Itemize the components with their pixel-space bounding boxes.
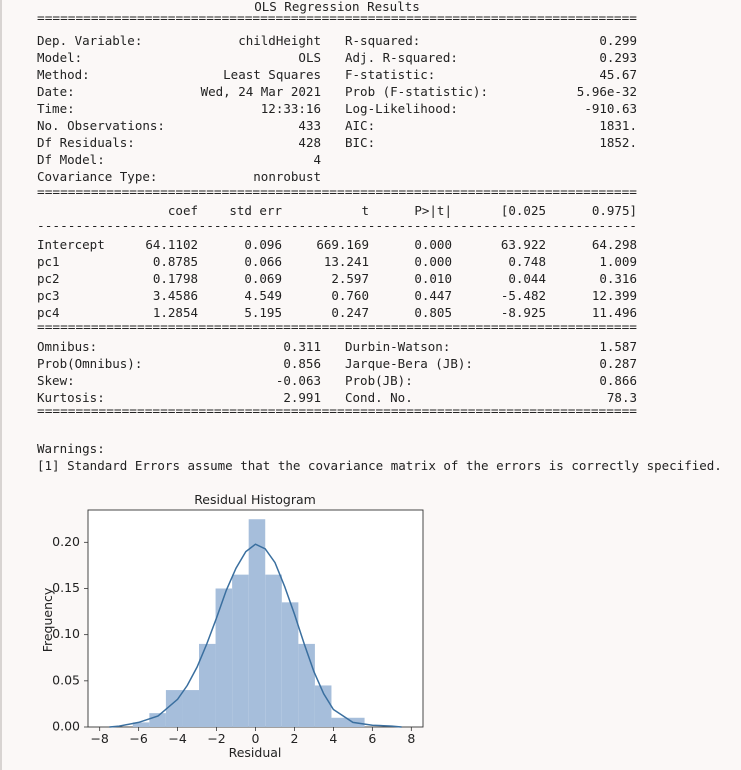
info-value: Wed, 24 Mar 2021 [200, 84, 321, 99]
info-value: Least Squares [223, 67, 321, 82]
info-label: Covariance Type: [37, 169, 158, 184]
x-tick-label: −8 [90, 731, 109, 746]
info-value: 433 [298, 118, 321, 133]
coef-value: -8.925 [500, 305, 546, 320]
coef-header: coef [167, 203, 198, 218]
info-label: Date: [37, 84, 75, 99]
diag-label: Skew: [37, 373, 75, 388]
y-axis [52, 534, 88, 734]
x-axis [90, 727, 415, 746]
info-value: nonrobust [253, 169, 321, 184]
rule-single: ------------------------------------------------------------------------------ [37, 218, 637, 233]
diag-value: 2.991 [283, 390, 321, 405]
histogram-bar [216, 588, 233, 727]
coef-value: 2.597 [331, 271, 369, 286]
info-label: Df Residuals: [37, 135, 135, 150]
diag-label: Kurtosis: [37, 390, 105, 405]
diag-label: Omnibus: [37, 339, 98, 354]
x-tick-label: 2 [290, 731, 299, 746]
info-label: Method: [37, 67, 90, 82]
stat-value: 5.96e-32 [576, 84, 637, 99]
coef-value: 13.241 [323, 254, 369, 269]
coef-value: 63.922 [500, 237, 546, 252]
diag-value: 78.3 [606, 390, 637, 405]
coef-header: [0.025 [500, 203, 546, 218]
coef-value: 669.169 [316, 237, 369, 252]
chart-title: Residual Histogram [194, 492, 316, 507]
rule-double: ============================================================================== [37, 184, 637, 199]
x-tick-label: 6 [368, 731, 377, 746]
summary-title: OLS Regression Results [254, 0, 420, 14]
diag-value: 1.587 [599, 339, 637, 354]
y-tick-label: 0.00 [52, 718, 80, 734]
coef-name: Intercept [37, 237, 105, 252]
stat-label: Prob (F-statistic): [345, 84, 488, 99]
diag-value: 0.856 [283, 356, 321, 371]
diag-label: Prob(Omnibus): [37, 356, 143, 371]
x-tick-label: −4 [168, 731, 187, 746]
coef-value: 0.066 [244, 254, 282, 269]
histogram-bar [282, 602, 299, 727]
coef-header: 0.975] [591, 203, 637, 218]
coef-value: 64.1102 [145, 237, 198, 252]
coef-header-row [168, 203, 637, 218]
info-value: childHeight [238, 33, 321, 48]
info-value: 4 [313, 152, 321, 167]
coef-name: pc4 [37, 305, 60, 320]
info-value: 428 [298, 135, 321, 150]
coef-header: P>|t| [414, 203, 452, 218]
stat-value: -910.63 [584, 101, 637, 116]
histogram-bar [265, 575, 282, 727]
coef-table [37, 237, 637, 320]
x-tick-label: 8 [407, 731, 416, 746]
rule-double: ============================================================================== [37, 403, 637, 418]
x-tick-label: 4 [329, 731, 338, 746]
residual-histogram-chart [40, 492, 423, 760]
y-tick-label: 0.10 [52, 626, 80, 642]
coef-value: 0.748 [508, 254, 546, 269]
info-value: OLS [298, 50, 321, 65]
diagnostics-right [345, 339, 637, 405]
diag-label: Jarque-Bera (JB): [345, 356, 473, 371]
x-tick-label: −6 [129, 731, 148, 746]
coef-value: 0.096 [244, 237, 282, 252]
stat-label: BIC: [345, 135, 376, 150]
coef-value: 0.8785 [152, 254, 198, 269]
coef-value: 0.247 [331, 305, 369, 320]
rule-double: ============================================================================== [37, 319, 637, 334]
stat-value: 0.293 [599, 50, 637, 65]
y-axis-label: Frequency [40, 587, 55, 653]
coef-value: 0.044 [508, 271, 546, 286]
histogram-bar [298, 644, 315, 727]
stat-label: AIC: [345, 118, 376, 133]
x-tick-label: −2 [207, 731, 226, 746]
coef-value: 0.805 [414, 305, 452, 320]
info-label: Model: [37, 50, 83, 65]
diagnostics-left [37, 339, 321, 405]
stat-value: 45.67 [599, 67, 637, 82]
stat-value: 1852. [599, 135, 637, 150]
coef-value: 0.447 [414, 288, 452, 303]
x-axis-label: Residual [228, 745, 282, 760]
stat-label: R-squared: [345, 33, 421, 48]
info-label: Df Model: [37, 152, 105, 167]
coef-value: 1.009 [599, 254, 637, 269]
model-info-right [345, 33, 637, 150]
stat-value: 0.299 [599, 33, 637, 48]
histogram-bar [182, 690, 199, 727]
coef-value: 0.069 [244, 271, 282, 286]
info-label: Time: [37, 101, 75, 116]
rule-double: ============================================================================== [37, 10, 637, 25]
coef-value: 11.496 [591, 305, 637, 320]
coef-value: 0.010 [414, 271, 452, 286]
coef-value: -5.482 [500, 288, 546, 303]
ols-summary-table [37, 0, 637, 418]
y-tick-label: 0.05 [52, 672, 80, 688]
coef-value: 0.760 [331, 288, 369, 303]
coef-value: 12.399 [591, 288, 637, 303]
coef-value: 4.549 [244, 288, 282, 303]
coef-name: pc3 [37, 288, 60, 303]
coef-value: 0.000 [414, 237, 452, 252]
coef-value: 64.298 [591, 237, 637, 252]
diag-value: -0.063 [275, 373, 321, 388]
diag-label: Durbin-Watson: [345, 339, 451, 354]
coef-name: pc1 [37, 254, 60, 269]
warning-line: [1] Standard Errors assume that the covariance matrix of the errors is correctly specified. [37, 458, 722, 473]
stat-label: Adj. R-squared: [345, 50, 458, 65]
coef-value: 5.195 [244, 305, 282, 320]
info-label: No. Observations: [37, 118, 165, 133]
histogram-bar [149, 713, 166, 727]
coef-value: 0.316 [599, 271, 637, 286]
info-label: Dep. Variable: [37, 33, 143, 48]
coef-header: std err [229, 203, 282, 218]
coef-header: t [361, 203, 369, 218]
coef-value: 1.2854 [152, 305, 198, 320]
x-tick-label: 0 [251, 731, 260, 746]
coef-name: pc2 [37, 271, 60, 286]
stat-label: F-statistic: [345, 67, 436, 82]
coef-value: 0.000 [414, 254, 452, 269]
diag-value: 0.287 [599, 356, 637, 371]
model-info-left [37, 33, 321, 184]
histogram-bar [249, 519, 266, 727]
warnings-title: Warnings: [37, 441, 105, 456]
stat-label: Log-Likelihood: [345, 101, 458, 116]
diag-value: 0.311 [283, 339, 321, 354]
diag-label: Cond. No. [345, 390, 413, 405]
diag-value: 0.866 [599, 373, 637, 388]
histogram-bar [232, 575, 249, 727]
coef-value: 3.4586 [152, 288, 198, 303]
diag-label: Prob(JB): [345, 373, 413, 388]
info-value: 12:33:16 [260, 101, 321, 116]
y-tick-label: 0.20 [52, 533, 80, 549]
coef-value: 0.1798 [152, 271, 198, 286]
y-tick-label: 0.15 [52, 579, 80, 595]
histogram-bar [331, 718, 348, 727]
stat-value: 1831. [599, 118, 637, 133]
